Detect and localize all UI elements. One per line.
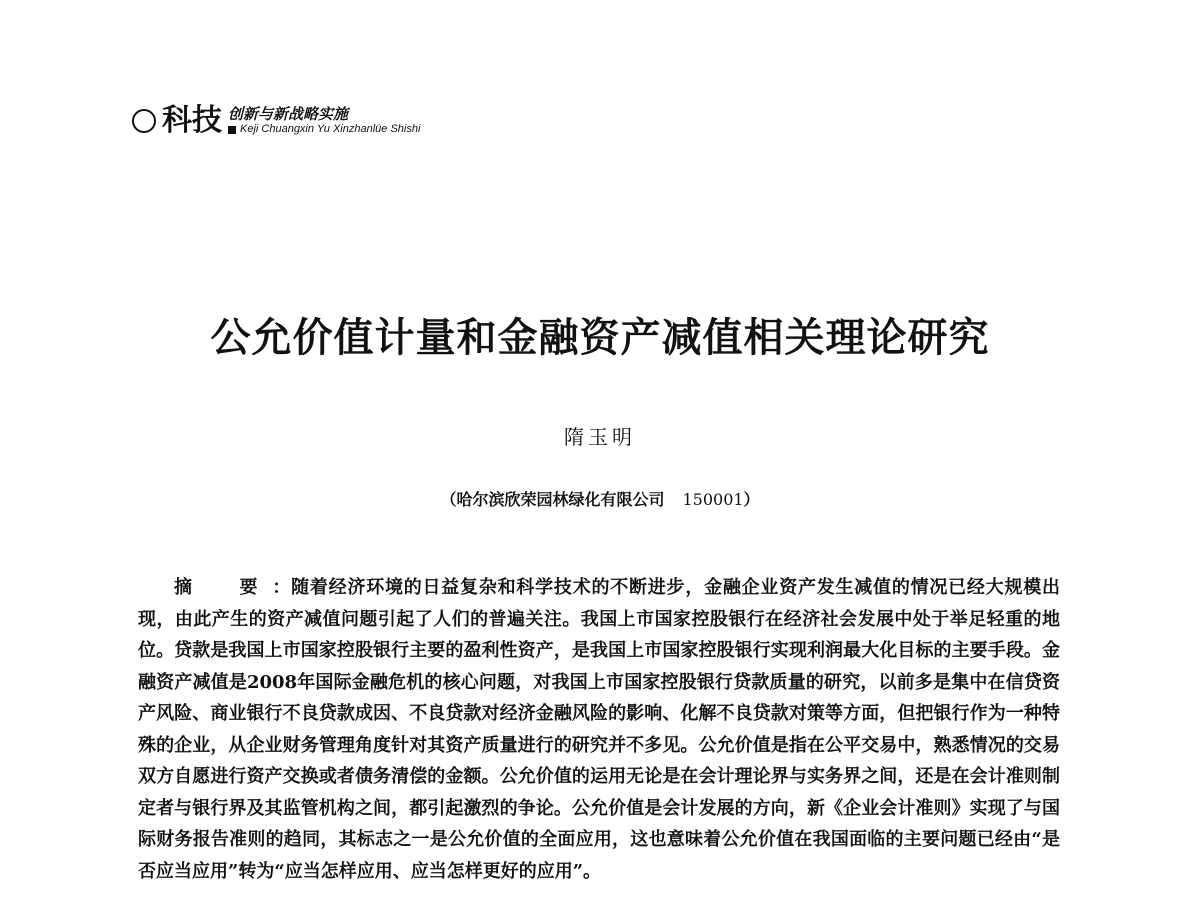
abstract-paragraph <box>138 572 1060 887</box>
journal-subtitle-en-row <box>228 123 420 136</box>
affiliation-close-paren: ） <box>743 490 760 509</box>
square-bullet-icon <box>228 126 236 134</box>
paper-title: 公允价值计量和金融资产减值相关理论研究 <box>210 314 990 361</box>
abstract-label: 摘 要 <box>174 577 273 598</box>
affiliation <box>0 488 1200 512</box>
circle-logo-icon <box>132 109 156 133</box>
journal-header <box>132 104 420 138</box>
affiliation-postcode: 150001 <box>682 490 744 509</box>
abstract-text: ：随着经济环境的日益复杂和科学技术的不断进步，金融企业资产发生减值的情况已经大规模出现，由此产生的资产减值问题引起了人们的普遍关注。我国上市国家控股银行在经济社会发展中处于举足轻重的地位。贷款是我国上市国家控股银行主要的盈利性资产，是我国上市国家控股银行实现利润最大化目标的主要手段。金融资产减值是2008年国际金融危机的核心问题，对我国上市国家控股银行贷款质量的研究，以前多是集中在信贷资产风险、商业银行不良贷款成因、不良贷款对经济金融风险的影响、化解不良贷款对策等方面，但把银行作为一种特殊的企业，从企业财务管理角度针对其资产质量进行的研究并不多见。公允价值是指在公平交易中，熟悉情况的交易双方自愿进行资产交换或者债务清偿的金额。公允价值的运用无论是在会计理论界与实务界之间，还是在会计准则制定者与银行界及其监管机构之间，都引起激烈的争论。公允价值是会计发展的方向，新《企业会计准则》实现了与国际财务报告准则的趋同，其标志之一是公允价值的全面应用，这也意味着公允价值在我国面临的主要问题已经由“是否应当应用”转为“应当怎样应用、应当怎样更好的应用”。 <box>138 577 1061 882</box>
journal-subtitle-zh: 创新与新战略实施 <box>228 105 349 123</box>
author-name: 隋玉明 <box>564 425 636 449</box>
journal-brand: 科技 <box>162 103 222 138</box>
affiliation-open-paren: （ <box>440 490 457 509</box>
affiliation-org: 哈尔滨欣荣园林绿化有限公司 <box>456 490 665 509</box>
journal-subtitle <box>228 106 420 136</box>
journal-subtitle-en: Keji Chuangxin Yu Xinzhanlüe Shishi <box>240 123 421 135</box>
